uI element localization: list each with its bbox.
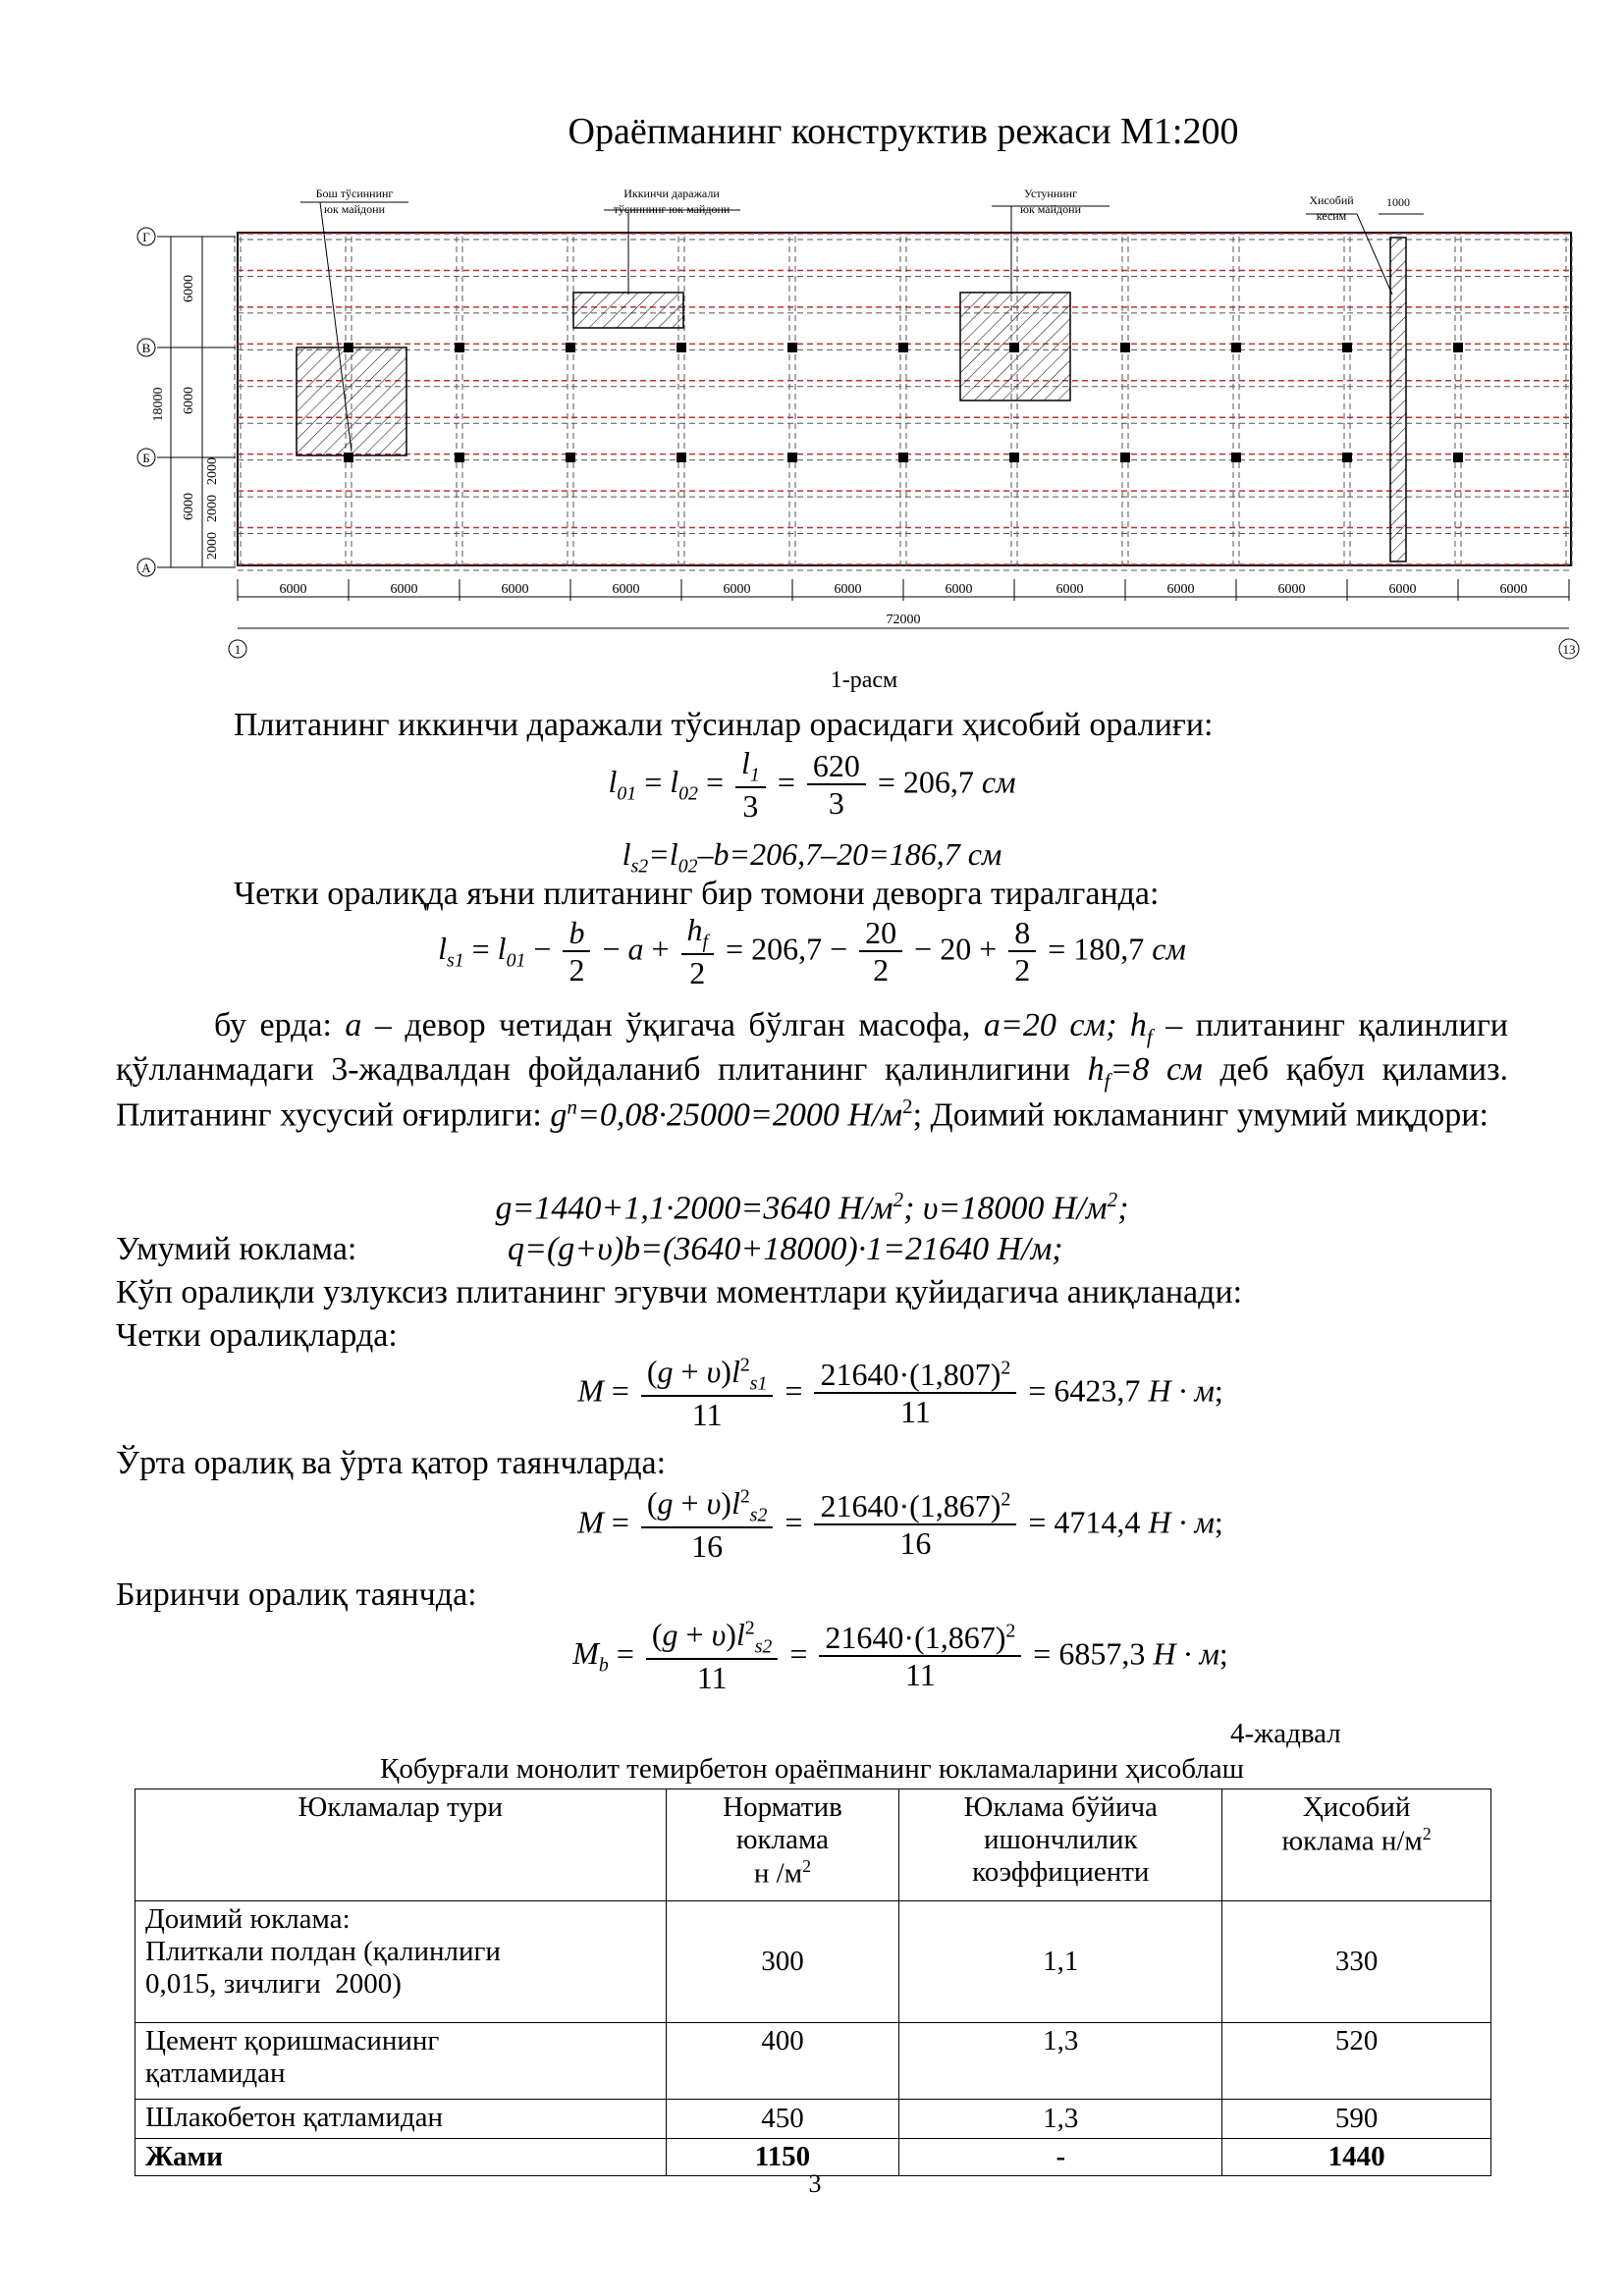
bay-dim-label: 6000 [1056, 582, 1084, 597]
cell-design: 1440 [1222, 2139, 1491, 2176]
row-label: Доимий юклама: Плиткали полдан (қалинлиги 0,015, зичлиги 2000) [135, 1901, 667, 2023]
bay-dim-label: 6000 [612, 582, 640, 597]
design-section-strip [1390, 238, 1406, 561]
table-caption: Қобурғали монолит темирбетон ораёпманинг юкламаларини ҳисоблаш [380, 1753, 1244, 1785]
axis-row-a: А [141, 561, 151, 575]
column-marker [787, 343, 797, 352]
equation-span: $l_{01} = l_{02}$ = $\frac{l_1}{3}$ = $\frac{620}{3}$ = 206,7 см [608, 745, 1016, 825]
axis-row-g: Г [142, 230, 150, 244]
column-marker [1120, 343, 1130, 352]
total-load-label: Умумий юклама: [116, 1231, 357, 1267]
callout-column-2: юк майдони [1019, 202, 1082, 216]
callout-section-width: 1000 [1386, 195, 1410, 209]
cell-normative: 300 [666, 1901, 899, 2023]
row-label: Жами [135, 2139, 667, 2176]
small-dim-2: 2000 [205, 495, 220, 522]
axis-col-1: 1 [234, 642, 242, 657]
total-length-dim: 72000 [886, 613, 921, 627]
cell-normative: 400 [666, 2023, 899, 2100]
column-marker [787, 453, 797, 462]
column-marker [455, 453, 464, 462]
paragraph-7: Биринчи оралиқ таянчда: [116, 1576, 477, 1613]
column-marker [566, 343, 575, 352]
bay-dim-label: 6000 [390, 582, 418, 597]
column-marker [1342, 453, 1352, 462]
bay-dim-label: 6000 [723, 582, 751, 597]
cell-design: 330 [1222, 1901, 1491, 2023]
cell-design: 520 [1222, 2023, 1491, 2100]
cell-coefficient: 1,3 [899, 2023, 1222, 2100]
bay-dim-label: 6000 [1499, 582, 1528, 597]
bay-dim-label: 6000 [1166, 582, 1195, 597]
column-marker [1453, 343, 1463, 352]
paragraph-6: Ўрта оралиқ ва ўрта қатор таянчларда: [116, 1445, 667, 1481]
cell-coefficient: 1,3 [899, 2100, 1222, 2139]
bay-dim-label: 6000 [1388, 582, 1417, 597]
equation-dead-load: g=1440+1,1·2000=3640 $Н/м^2$; υ=18000 $Н/м^2$; [495, 1188, 1129, 1227]
callout-section-2: кесим [1316, 209, 1347, 223]
callout-beam-free-2: юк майдони [323, 202, 386, 216]
total-load-equation: q=(g+υ)b=(3640+18000)·1=21640 Н/м; [508, 1231, 1063, 1267]
cell-coefficient: 1,1 [899, 1901, 1222, 2023]
equation-edge-span: $l_{s1} = l_{01}$ − $\frac{b}{2}$ − a + $\frac{h_f}{2}$ = 206,7 − $\frac{20}{2}$ − 20 + $\frac{8}{2}$ = 180,7 см [438, 912, 1186, 991]
page-number: 3 [808, 2169, 822, 2198]
beam-load-area [297, 347, 406, 455]
column-marker [1120, 453, 1130, 462]
paragraph-4: Кўп оралиқли узлуксиз плитанинг эгувчи моментлари қуйидагича аниқланади: [116, 1274, 1243, 1310]
secondary-beam-load-area [573, 293, 683, 328]
equation-moment-3: $M_b$ = $\frac{(g + \upsilon)l^2_{s2}}{11}$ = $\frac{21640\cdot(1,867)^2}{11}$ = 6857,3 Н · м; [572, 1617, 1228, 1696]
bay-dim-label: 6000 [279, 582, 307, 597]
header-coefficient: Юклама бўйича ишончлилик коэффициенти [899, 1789, 1222, 1901]
paragraph-3: бу ерда: a – девор четидан ўқигача бўлган масофа, a=20 см; $h_f$ – плитанинг қалинлиги қўлланмадаги 3-жадвалдан фойдаланиб плитанинг қалинлигини $h_f=8$ см деб қабул қиламиз. Плитанинг хусусий оғирлиги: $g^n=0,08\cdot 25000=2000$ $Н/м^2$; Доимий юкламанинг умумий миқдори: [116, 1007, 1509, 1134]
column-marker [898, 453, 908, 462]
small-dim-3: 2000 [205, 532, 220, 560]
column-marker [566, 453, 575, 462]
total-height-dim: 18000 [151, 387, 166, 422]
bay-dim-label: 6000 [834, 582, 862, 597]
bay-dim-label: 6000 [945, 582, 973, 597]
header-normative: Норматив юклама н $/м^2$ [666, 1789, 899, 1901]
figure-caption: 1-расм [830, 667, 898, 693]
table-row [135, 2023, 1491, 2100]
callout-column-1: Устуннинг [1023, 187, 1078, 200]
cell-design: 590 [1222, 2100, 1491, 2139]
small-dim-1: 2000 [205, 457, 220, 485]
bay-dim-label: 6000 [501, 582, 529, 597]
equation-moment-1: M = $\frac{(g + \upsilon)l^2_{s1}}{11}$ = $\frac{21640\cdot(1,807)^2}{11}$ = 6423,7 Н · м; [577, 1354, 1223, 1433]
column-marker [677, 453, 686, 462]
column-marker [1009, 453, 1019, 462]
cell-coefficient: - [899, 2139, 1222, 2176]
table-row [135, 1901, 1491, 2023]
callout-beam-free-1: Бош тўсиннинг [315, 187, 394, 200]
axis-row-b: Б [142, 451, 150, 465]
row-dim-1: 6000 [182, 275, 196, 302]
column-marker [677, 343, 686, 352]
cell-normative: 1150 [666, 2139, 899, 2176]
page-title: Ораёпманинг конструктив режаси М1:200 [568, 111, 1239, 152]
column-marker [455, 343, 464, 352]
column-marker [1453, 453, 1463, 462]
callout-section-1: Хисобий [1309, 193, 1354, 207]
paragraph-2: Четки оралиқда яъни плитанинг бир томони деворга тиралганда: [234, 876, 1160, 912]
table-header-row [135, 1789, 1491, 1901]
column-marker [1231, 453, 1241, 462]
callout-secondary-2: тўсиннинг юк майдони [613, 202, 731, 216]
column-load-area [960, 293, 1070, 400]
floor-plan-drawing [0, 0, 1624, 687]
row-dim-2: 6000 [182, 387, 196, 414]
column-marker [1342, 343, 1352, 352]
equation-clear-span: $l_{s2}=l_{02}-b=206,7-20=186,7$ см [622, 836, 1002, 878]
header-load-type: Юкламалар тури [135, 1789, 667, 1901]
row-label: Шлакобетон қатламидан [135, 2100, 667, 2139]
equation-moment-2: M = $\frac{(g + \upsilon)l^2_{s2}}{16}$ = $\frac{21640\cdot(1,867)^2}{16}$ = 4714,4 Н · м; [577, 1485, 1223, 1565]
callout-secondary-1: Иккинчи даражали [623, 187, 720, 200]
paragraph-5: Четки оралиқларда: [116, 1317, 398, 1354]
loads-table [135, 1789, 1491, 2176]
axis-row-v: В [141, 341, 151, 355]
column-marker [1231, 343, 1241, 352]
row-dim-3: 6000 [182, 493, 196, 520]
table-number: 4-жадвал [1230, 1718, 1341, 1749]
column-marker [898, 343, 908, 352]
cell-normative: 450 [666, 2100, 899, 2139]
paragraph-1: Плитанинг иккинчи даражали тўсинлар орасидаги ҳисобий оралиғи: [234, 707, 1214, 743]
bay-dim-label: 6000 [1277, 582, 1306, 597]
table-row [135, 2100, 1491, 2139]
header-design-load: Ҳисобий юклама $н/м^2$ [1222, 1789, 1491, 1901]
row-label: Цемент қоришмасининг қатламидан [135, 2023, 667, 2100]
axis-col-13: 13 [1562, 642, 1576, 657]
